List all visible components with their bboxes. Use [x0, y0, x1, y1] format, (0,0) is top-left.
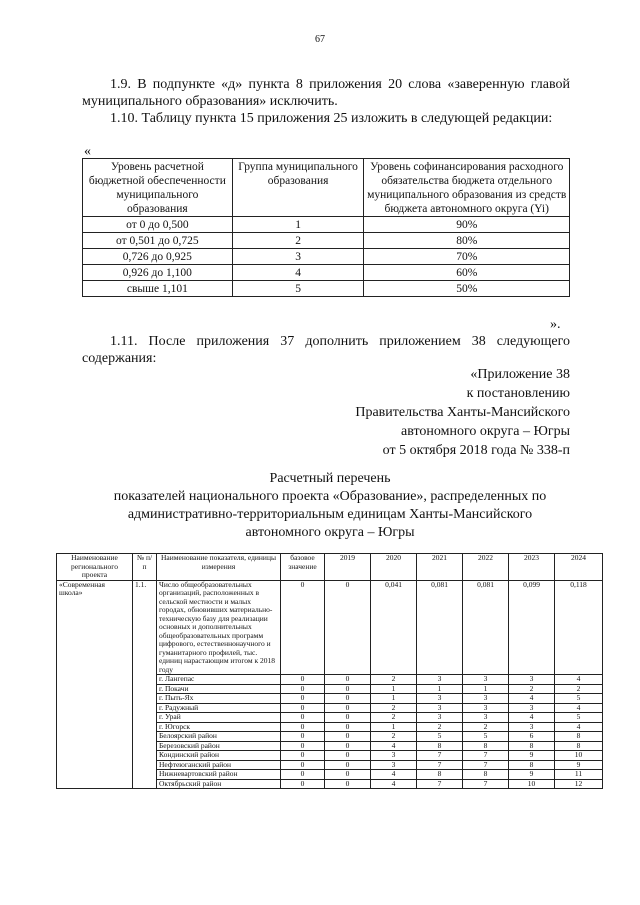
municipality-name: г. Покачи — [157, 684, 281, 694]
value-cell: 0 — [325, 694, 371, 704]
value-cell: 11 — [555, 770, 603, 780]
t2-header-indicator: Наименование показателя, единицы измерения — [157, 554, 281, 581]
indicator-name: Число общеобразовательных организаций, расположенных в сельской местности и малых городах, обновивших материально-техническую базу для реализации основных и дополнительных общеобразовательных программ цифрового, естественнонаучного и гуманитарного профилей, тыс. единиц нарастающим итогом к 2018 году — [157, 580, 281, 675]
value-cell: 6 — [509, 732, 555, 742]
value-cell: 0,118 — [555, 580, 603, 675]
value-cell: 2 — [371, 703, 417, 713]
municipality-name: Березовский район — [157, 741, 281, 751]
municipality-name: Нефтеюганский район — [157, 760, 281, 770]
value-cell: 0 — [281, 779, 325, 789]
value-cell: 2 — [417, 722, 463, 732]
value-cell: 0 — [325, 760, 371, 770]
table-cell: 0,726 до 0,925 — [83, 249, 233, 265]
t2-header-2019: 2019 — [325, 554, 371, 581]
value-cell: 7 — [463, 760, 509, 770]
municipality-name: Октябрьский район — [157, 779, 281, 789]
value-cell: 4 — [509, 713, 555, 723]
table1-header-group: Группа муниципального образования — [232, 159, 364, 217]
value-cell: 3 — [417, 675, 463, 685]
value-cell: 3 — [463, 703, 509, 713]
value-cell: 7 — [417, 751, 463, 761]
indicators-table — [56, 553, 603, 789]
table1-header-level: Уровень расчетной бюджетной обеспеченности муниципального образования — [83, 159, 233, 217]
document-title — [60, 470, 600, 541]
municipality-name: Кондинский район — [157, 751, 281, 761]
appendix-line-2: к постановлению — [466, 386, 570, 401]
value-cell: 5 — [555, 694, 603, 704]
value-cell: 7 — [417, 779, 463, 789]
value-cell: 0,041 — [371, 580, 417, 675]
value-cell: 0 — [281, 722, 325, 732]
value-cell: 0 — [281, 675, 325, 685]
paragraph-1-11: 1.11. После приложения 37 дополнить приложением 38 следующего содержания: — [82, 334, 570, 366]
table-cell: 1 — [232, 217, 364, 233]
table-row — [83, 265, 570, 281]
value-cell: 8 — [463, 770, 509, 780]
table-row — [83, 217, 570, 233]
table-cell: 0,926 до 1,100 — [83, 265, 233, 281]
value-cell: 2 — [509, 684, 555, 694]
item-number: 1.1. — [133, 580, 157, 789]
value-cell: 4 — [555, 703, 603, 713]
appendix-heading — [300, 366, 570, 459]
title-line-4: автономного округа – Югры — [245, 525, 415, 540]
title-line-1: Расчетный перечень — [269, 471, 391, 486]
value-cell: 0 — [281, 694, 325, 704]
value-cell: 0 — [325, 722, 371, 732]
t2-header-base: базовое значение — [281, 554, 325, 581]
cofinancing-table — [82, 158, 570, 297]
value-cell: 10 — [555, 751, 603, 761]
value-cell: 8 — [417, 741, 463, 751]
value-cell: 2 — [555, 684, 603, 694]
value-cell: 1 — [371, 694, 417, 704]
table-cell: 3 — [232, 249, 364, 265]
title-line-2: показателей национального проекта «Образование», распределенных по — [113, 489, 547, 504]
value-cell: 3 — [417, 713, 463, 723]
value-cell: 2 — [371, 713, 417, 723]
value-cell: 0 — [325, 732, 371, 742]
table-cell: 90% — [364, 217, 570, 233]
value-cell: 5 — [555, 713, 603, 723]
value-cell: 7 — [463, 751, 509, 761]
value-cell: 2 — [371, 732, 417, 742]
value-cell: 0 — [325, 741, 371, 751]
paragraph-1-9: 1.9. В подпункте «д» пункта 8 приложения 20 слова «заверенную главой муниципального образования» исключить. — [82, 77, 570, 109]
table-cell: 70% — [364, 249, 570, 265]
value-cell: 0 — [325, 770, 371, 780]
value-cell: 2 — [371, 675, 417, 685]
value-cell: 0 — [325, 675, 371, 685]
value-cell: 0 — [281, 770, 325, 780]
table-cell: 60% — [364, 265, 570, 281]
value-cell: 4 — [555, 675, 603, 685]
value-cell: 3 — [417, 703, 463, 713]
value-cell: 7 — [417, 760, 463, 770]
value-cell: 8 — [509, 760, 555, 770]
municipality-name: г. Лангепас — [157, 675, 281, 685]
table-cell: от 0,501 до 0,725 — [83, 233, 233, 249]
value-cell: 12 — [555, 779, 603, 789]
appendix-line-5: от 5 октября 2018 года № 338-п — [382, 443, 570, 458]
value-cell: 2 — [463, 722, 509, 732]
value-cell: 3 — [417, 694, 463, 704]
value-cell: 0 — [281, 732, 325, 742]
value-cell: 0 — [281, 713, 325, 723]
value-cell: 0,081 — [463, 580, 509, 675]
t2-header-2022: 2022 — [463, 554, 509, 581]
municipality-name: г. Пыть-Ях — [157, 694, 281, 704]
value-cell: 4 — [371, 741, 417, 751]
value-cell: 0,099 — [509, 580, 555, 675]
project-name: «Современная школа» — [57, 580, 133, 789]
table1-header-cofinancing: Уровень софинансирования расходного обязательства бюджета отдельного муниципального образования из средств бюджета автономного округа (Yi) — [364, 159, 570, 217]
value-cell: 0 — [281, 703, 325, 713]
t2-header-2020: 2020 — [371, 554, 417, 581]
value-cell: 0 — [281, 741, 325, 751]
value-cell: 3 — [509, 675, 555, 685]
table-cell: от 0 до 0,500 — [83, 217, 233, 233]
value-cell: 0 — [325, 580, 371, 675]
value-cell: 4 — [509, 694, 555, 704]
municipality-name: Белоярский район — [157, 732, 281, 742]
value-cell: 3 — [371, 751, 417, 761]
value-cell: 8 — [417, 770, 463, 780]
value-cell: 9 — [509, 770, 555, 780]
value-cell: 1 — [463, 684, 509, 694]
value-cell: 8 — [555, 741, 603, 751]
value-cell: 9 — [555, 760, 603, 770]
value-cell: 3 — [463, 713, 509, 723]
value-cell: 0 — [325, 751, 371, 761]
value-cell: 0 — [281, 684, 325, 694]
value-cell: 3 — [371, 760, 417, 770]
municipality-name: г. Югорск — [157, 722, 281, 732]
value-cell: 5 — [417, 732, 463, 742]
table-row — [83, 249, 570, 265]
value-cell: 5 — [463, 732, 509, 742]
value-cell: 3 — [463, 694, 509, 704]
table-row — [83, 281, 570, 297]
table-cell: 4 — [232, 265, 364, 281]
table-cell: 2 — [232, 233, 364, 249]
value-cell: 3 — [509, 722, 555, 732]
appendix-line-3: Правительства Ханты-Мансийского — [355, 405, 570, 420]
value-cell: 0,081 — [417, 580, 463, 675]
value-cell: 0 — [281, 751, 325, 761]
municipality-name: Нижневартовский район — [157, 770, 281, 780]
value-cell: 4 — [371, 770, 417, 780]
t2-header-2024: 2024 — [555, 554, 603, 581]
t2-header-2021: 2021 — [417, 554, 463, 581]
table-row — [83, 233, 570, 249]
value-cell: 1 — [417, 684, 463, 694]
t2-header-num: № п/п — [133, 554, 157, 581]
appendix-line-4: автономного округа – Югры — [401, 424, 570, 439]
value-cell: 10 — [509, 779, 555, 789]
value-cell: 1 — [371, 684, 417, 694]
value-cell: 0 — [325, 779, 371, 789]
value-cell: 3 — [463, 675, 509, 685]
value-cell: 0 — [325, 684, 371, 694]
value-cell: 8 — [463, 741, 509, 751]
value-cell: 4 — [371, 779, 417, 789]
value-cell: 0 — [325, 713, 371, 723]
page-number: 67 — [315, 34, 325, 45]
value-cell: 8 — [509, 741, 555, 751]
table-cell: 80% — [364, 233, 570, 249]
title-line-3: административно-территориальным единицам Ханты-Мансийского — [127, 507, 533, 522]
value-cell: 3 — [509, 703, 555, 713]
open-quote: « — [84, 144, 91, 159]
value-cell: 0 — [281, 760, 325, 770]
close-quote: ». — [550, 317, 561, 332]
paragraph-1-10: 1.10. Таблицу пункта 15 приложения 25 изложить в следующей редакции: — [110, 111, 553, 126]
table-row — [57, 580, 603, 675]
value-cell: 8 — [555, 732, 603, 742]
value-cell: 1 — [371, 722, 417, 732]
t2-header-2023: 2023 — [509, 554, 555, 581]
value-cell: 0 — [281, 580, 325, 675]
value-cell: 4 — [555, 722, 603, 732]
table-cell: свыше 1,101 — [83, 281, 233, 297]
table-cell: 5 — [232, 281, 364, 297]
t2-header-project: Наименование регионального проекта — [57, 554, 133, 581]
value-cell: 7 — [463, 779, 509, 789]
appendix-line-1: «Приложение 38 — [470, 367, 570, 382]
municipality-name: г. Урай — [157, 713, 281, 723]
municipality-name: г. Радужный — [157, 703, 281, 713]
value-cell: 9 — [509, 751, 555, 761]
value-cell: 0 — [325, 703, 371, 713]
table-cell: 50% — [364, 281, 570, 297]
